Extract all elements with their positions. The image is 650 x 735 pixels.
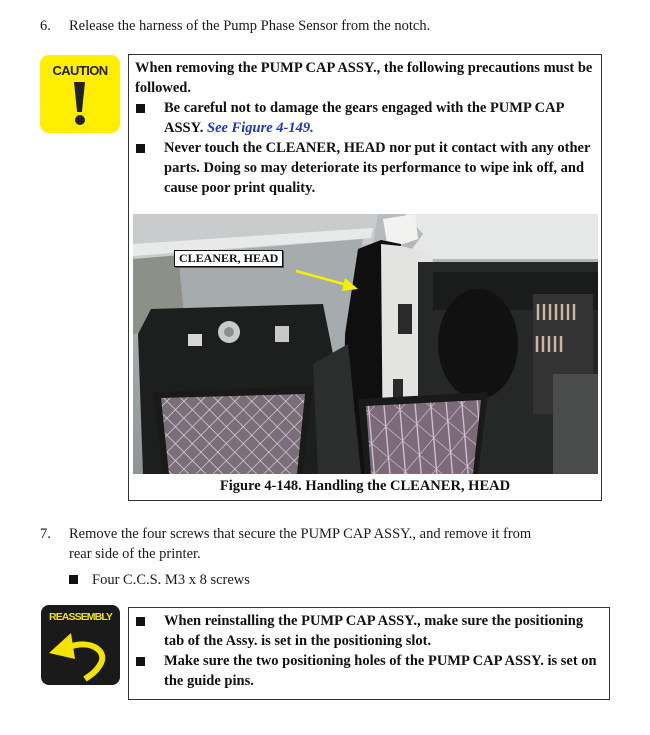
step-text: Release the harness of the Pump Phase Sensor from the notch. (69, 18, 431, 34)
figure-link[interactable]: See Figure 4-149. (207, 120, 314, 136)
figure-caption: Figure 4-148. Handling the CLEANER, HEAD (219, 478, 511, 494)
caution-bullet-text: Never touch the CLEANER, HEAD nor put it contact with any other parts. Doing so may deteriorate its performance to wipe ink off, and cause poor print quality. (164, 140, 591, 196)
screw-spec-text: Four C.C.S. M3 x 8 screws (92, 572, 250, 588)
caution-bullet (135, 98, 599, 138)
bullet-square-icon (136, 657, 145, 666)
bullet-square-icon (69, 575, 78, 584)
reassembly-bullet-list (135, 611, 605, 691)
exclamation-icon (74, 82, 85, 112)
figure-callout-label: CLEANER, HEAD (174, 250, 283, 267)
caution-bullet-text: Be careful not to damage the gears engaged with the PUMP CAP ASSY. (164, 100, 564, 136)
step-text-line-1: Remove the four screws that secure the PUMP CAP ASSY., and remove it from (69, 526, 532, 542)
caution-box (128, 54, 602, 501)
step-number: 6. (40, 18, 51, 34)
caution-bullet (135, 138, 599, 198)
reassembly-icon-label: REASSEMBLY (49, 611, 112, 623)
step-text-line-2: rear side of the printer. (69, 546, 201, 562)
bullet-square-icon (136, 104, 145, 113)
return-arrow-icon (41, 605, 120, 685)
step-number: 7. (40, 526, 51, 542)
figure-photo (133, 214, 598, 474)
reassembly-bullet-text: Make sure the two positioning holes of the PUMP CAP ASSY. is set on the guide pins. (164, 653, 597, 689)
reassembly-icon (41, 605, 120, 685)
reassembly-bullet-text: When reinstalling the PUMP CAP ASSY., make sure the positioning tab of the Assy. is set in the positioning slot. (164, 613, 584, 649)
step-6 (40, 16, 620, 38)
reassembly-box (128, 607, 610, 700)
bullet-square-icon (136, 617, 145, 626)
exclamation-dot (75, 115, 85, 125)
caution-bullet-list (135, 98, 599, 198)
screw-spec-bullet (69, 570, 250, 590)
caution-intro: When removing the PUMP CAP ASSY., the following precautions must be followed. (135, 60, 593, 96)
caution-icon (40, 55, 120, 133)
reassembly-bullet (135, 611, 605, 651)
reassembly-bullet (135, 651, 605, 691)
caution-icon-label: CAUTION (52, 63, 108, 78)
bullet-square-icon (136, 144, 145, 153)
step-7 (40, 524, 620, 566)
